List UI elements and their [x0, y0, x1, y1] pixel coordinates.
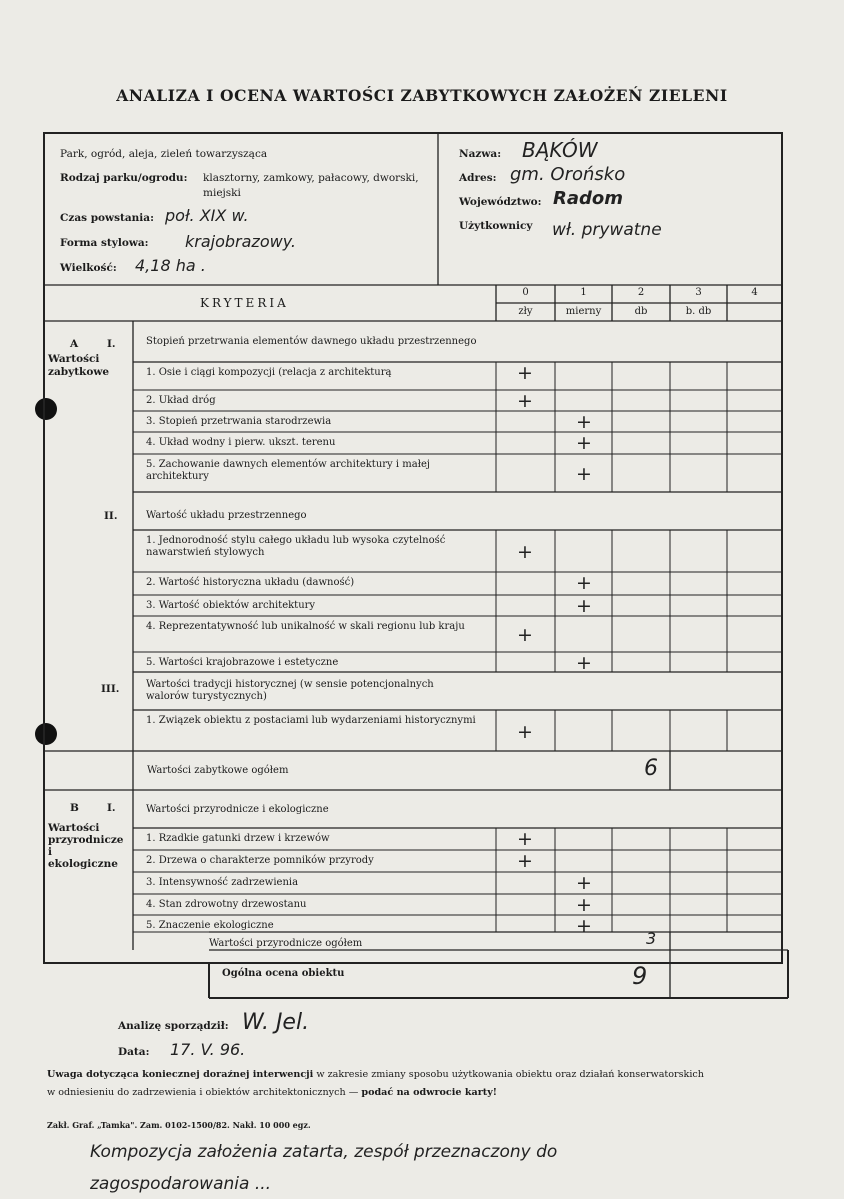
criteria-label: KRYTERIA	[200, 296, 289, 310]
score-mark: +	[576, 572, 592, 594]
nazwa-label: Nazwa:	[459, 148, 502, 160]
czas-label: Czas powstania:	[60, 212, 154, 224]
score-mark: +	[517, 850, 533, 872]
score-mark: +	[517, 828, 533, 850]
criterion-text: 3. Stopień przetrwania starodrzewia	[146, 416, 332, 427]
note-line-1: Kompozycja założenia zatarta, zespół przeznaczony do	[90, 1142, 558, 1162]
grade-2: db	[634, 306, 648, 317]
criterion-text: 1. Jednorodność stylu całego układu lub wysoka czytelność nawarstwień stylowych	[146, 535, 446, 558]
wielkosc-value: 4,18 ha .	[135, 256, 206, 275]
criterion-text: 5. Zachowanie dawnych elementów architektury i małej architektury	[146, 459, 430, 482]
section-a-total-value: 6	[644, 756, 658, 781]
rodzaj-label: Rodzaj parku/ogrodu:	[60, 172, 188, 184]
score-2: 2	[637, 287, 645, 298]
overall-label: Ogólna ocena obiektu	[222, 968, 345, 979]
analiza-signature: W. Jel.	[242, 1010, 310, 1035]
woj-label: Województwo:	[459, 196, 542, 208]
score-mark: +	[517, 362, 533, 384]
print-info: Zakł. Graf. „Tamka". Zam. 0102-1500/82. Nakł. 10 000 egz.	[47, 1120, 311, 1130]
score-mark: +	[576, 463, 592, 485]
forma-label: Forma stylowa:	[60, 237, 149, 249]
type-line: Park, ogród, aleja, zieleń towarzysząca	[60, 148, 268, 160]
score-mark: +	[576, 595, 592, 617]
section-b-letter: B	[70, 802, 79, 814]
score-3: 3	[695, 287, 702, 298]
overall-value: 9	[632, 962, 648, 990]
data-value: 17. V. 96.	[170, 1040, 246, 1059]
wielkosc-label: Wielkość:	[60, 262, 117, 274]
criterion-text: 5. Wartości krajobrazowe i estetyczne	[146, 657, 339, 668]
data-label: Data:	[118, 1046, 150, 1058]
section-b-total-value: 3	[646, 929, 657, 948]
nazwa-value: BĄKÓW	[522, 138, 598, 162]
section-b-name: Wartości przyrodnicze i ekologiczne	[48, 822, 124, 870]
uzyt-label: Użytkownicy	[459, 220, 533, 232]
group-a3-roman: III.	[101, 683, 120, 695]
section-b-roman: I.	[107, 802, 116, 814]
grade-3: b. db	[685, 306, 712, 317]
score-mark: +	[576, 872, 592, 894]
uwaga-bold: Uwaga dotycząca koniecznej doraźnej interwencji	[47, 1069, 314, 1080]
adres-value: gm. Orońsko	[510, 164, 626, 185]
group-a3-title: Wartości tradycji historycznej (w sensie potencjonalnych walorów turystycznych)	[146, 679, 434, 702]
uwaga-line2: w odniesieniu do zadrzewienia i obiektów architektonicznych —	[47, 1087, 359, 1098]
score-mark: +	[576, 432, 592, 454]
rodzaj-options-2: miejski	[203, 187, 241, 199]
uzyt-value: wł. prywatne	[552, 220, 662, 240]
section-b-total-label: Wartości przyrodnicze ogółem	[209, 938, 363, 949]
score-mark: +	[517, 390, 533, 412]
score-mark: +	[576, 652, 592, 674]
rodzaj-options: klasztorny, zamkowy, pałacowy, dworski,	[203, 172, 419, 184]
criterion-text: 2. Drzewa o charakterze pomników przyrody	[146, 855, 374, 866]
criterion-text: 1. Osie i ciągi kompozycji (relacja z architekturą	[146, 367, 392, 378]
criterion-text: 4. Stan zdrowotny drzewostanu	[146, 899, 307, 910]
score-mark: +	[517, 624, 533, 646]
woj-value: Radom	[553, 188, 624, 209]
section-a-roman: I.	[107, 338, 116, 350]
criterion-text: 2. Układ dróg	[146, 395, 216, 406]
score-1: 1	[580, 287, 587, 298]
score-mark: +	[576, 411, 592, 433]
uwaga-line-1	[47, 1069, 704, 1080]
score-4: 4	[751, 287, 758, 298]
criterion-text: 3. Wartość obiektów architektury	[146, 600, 316, 611]
group-a1-title: Stopień przetrwania elementów dawnego układu przestrzennego	[146, 336, 477, 347]
grade-1: mierny	[565, 306, 602, 317]
criterion-text: 3. Intensywność zadrzewienia	[146, 877, 299, 888]
analiza-label: Analizę sporządził:	[118, 1020, 229, 1032]
score-mark: +	[517, 720, 533, 743]
score-0: 0	[522, 287, 529, 298]
grade-0: zły	[518, 306, 533, 317]
note-line-2: zagospodarowania ...	[90, 1174, 272, 1194]
group-b1-title: Wartości przyrodnicze i ekologiczne	[146, 804, 329, 815]
uwaga-line2-bold: podać na odwrocie karty!	[361, 1087, 497, 1098]
score-mark: +	[576, 915, 592, 937]
score-mark: +	[517, 541, 533, 563]
criterion-text: 4. Układ wodny i pierw. ukszt. terenu	[146, 437, 336, 448]
form-title: ANALIZA I OCENA WARTOŚCI ZABYTKOWYCH ZAŁOŻEŃ ZIELENI	[116, 86, 728, 105]
czas-value: poł. XIX w.	[165, 206, 249, 225]
group-a2-title: Wartość układu przestrzennego	[146, 510, 307, 521]
section-a-letter: A	[70, 338, 79, 350]
criterion-text: 1. Związek obiektu z postaciami lub wydarzeniami historycznymi	[146, 715, 476, 726]
criterion-text: 2. Wartość historyczna układu (dawność)	[146, 577, 355, 588]
uwaga-line-2	[47, 1087, 497, 1098]
adres-label: Adres:	[459, 172, 497, 184]
score-mark: +	[576, 894, 592, 916]
section-a-name: Wartości zabytkowe	[48, 353, 110, 378]
forma-value: krajobrazowy.	[185, 232, 297, 251]
criterion-text: 4. Reprezentatywność lub unikalność w skali regionu lub kraju	[146, 621, 465, 632]
uwaga-rest: w zakresie zmiany sposobu użytkowania obiektu oraz działań konserwatorskich	[316, 1069, 704, 1080]
criterion-text: 1. Rzadkie gatunki drzew i krzewów	[146, 833, 330, 844]
criterion-text: 5. Znaczenie ekologiczne	[146, 920, 274, 931]
section-a-total-label: Wartości zabytkowe ogółem	[147, 765, 289, 776]
group-a2-roman: II.	[104, 510, 118, 522]
